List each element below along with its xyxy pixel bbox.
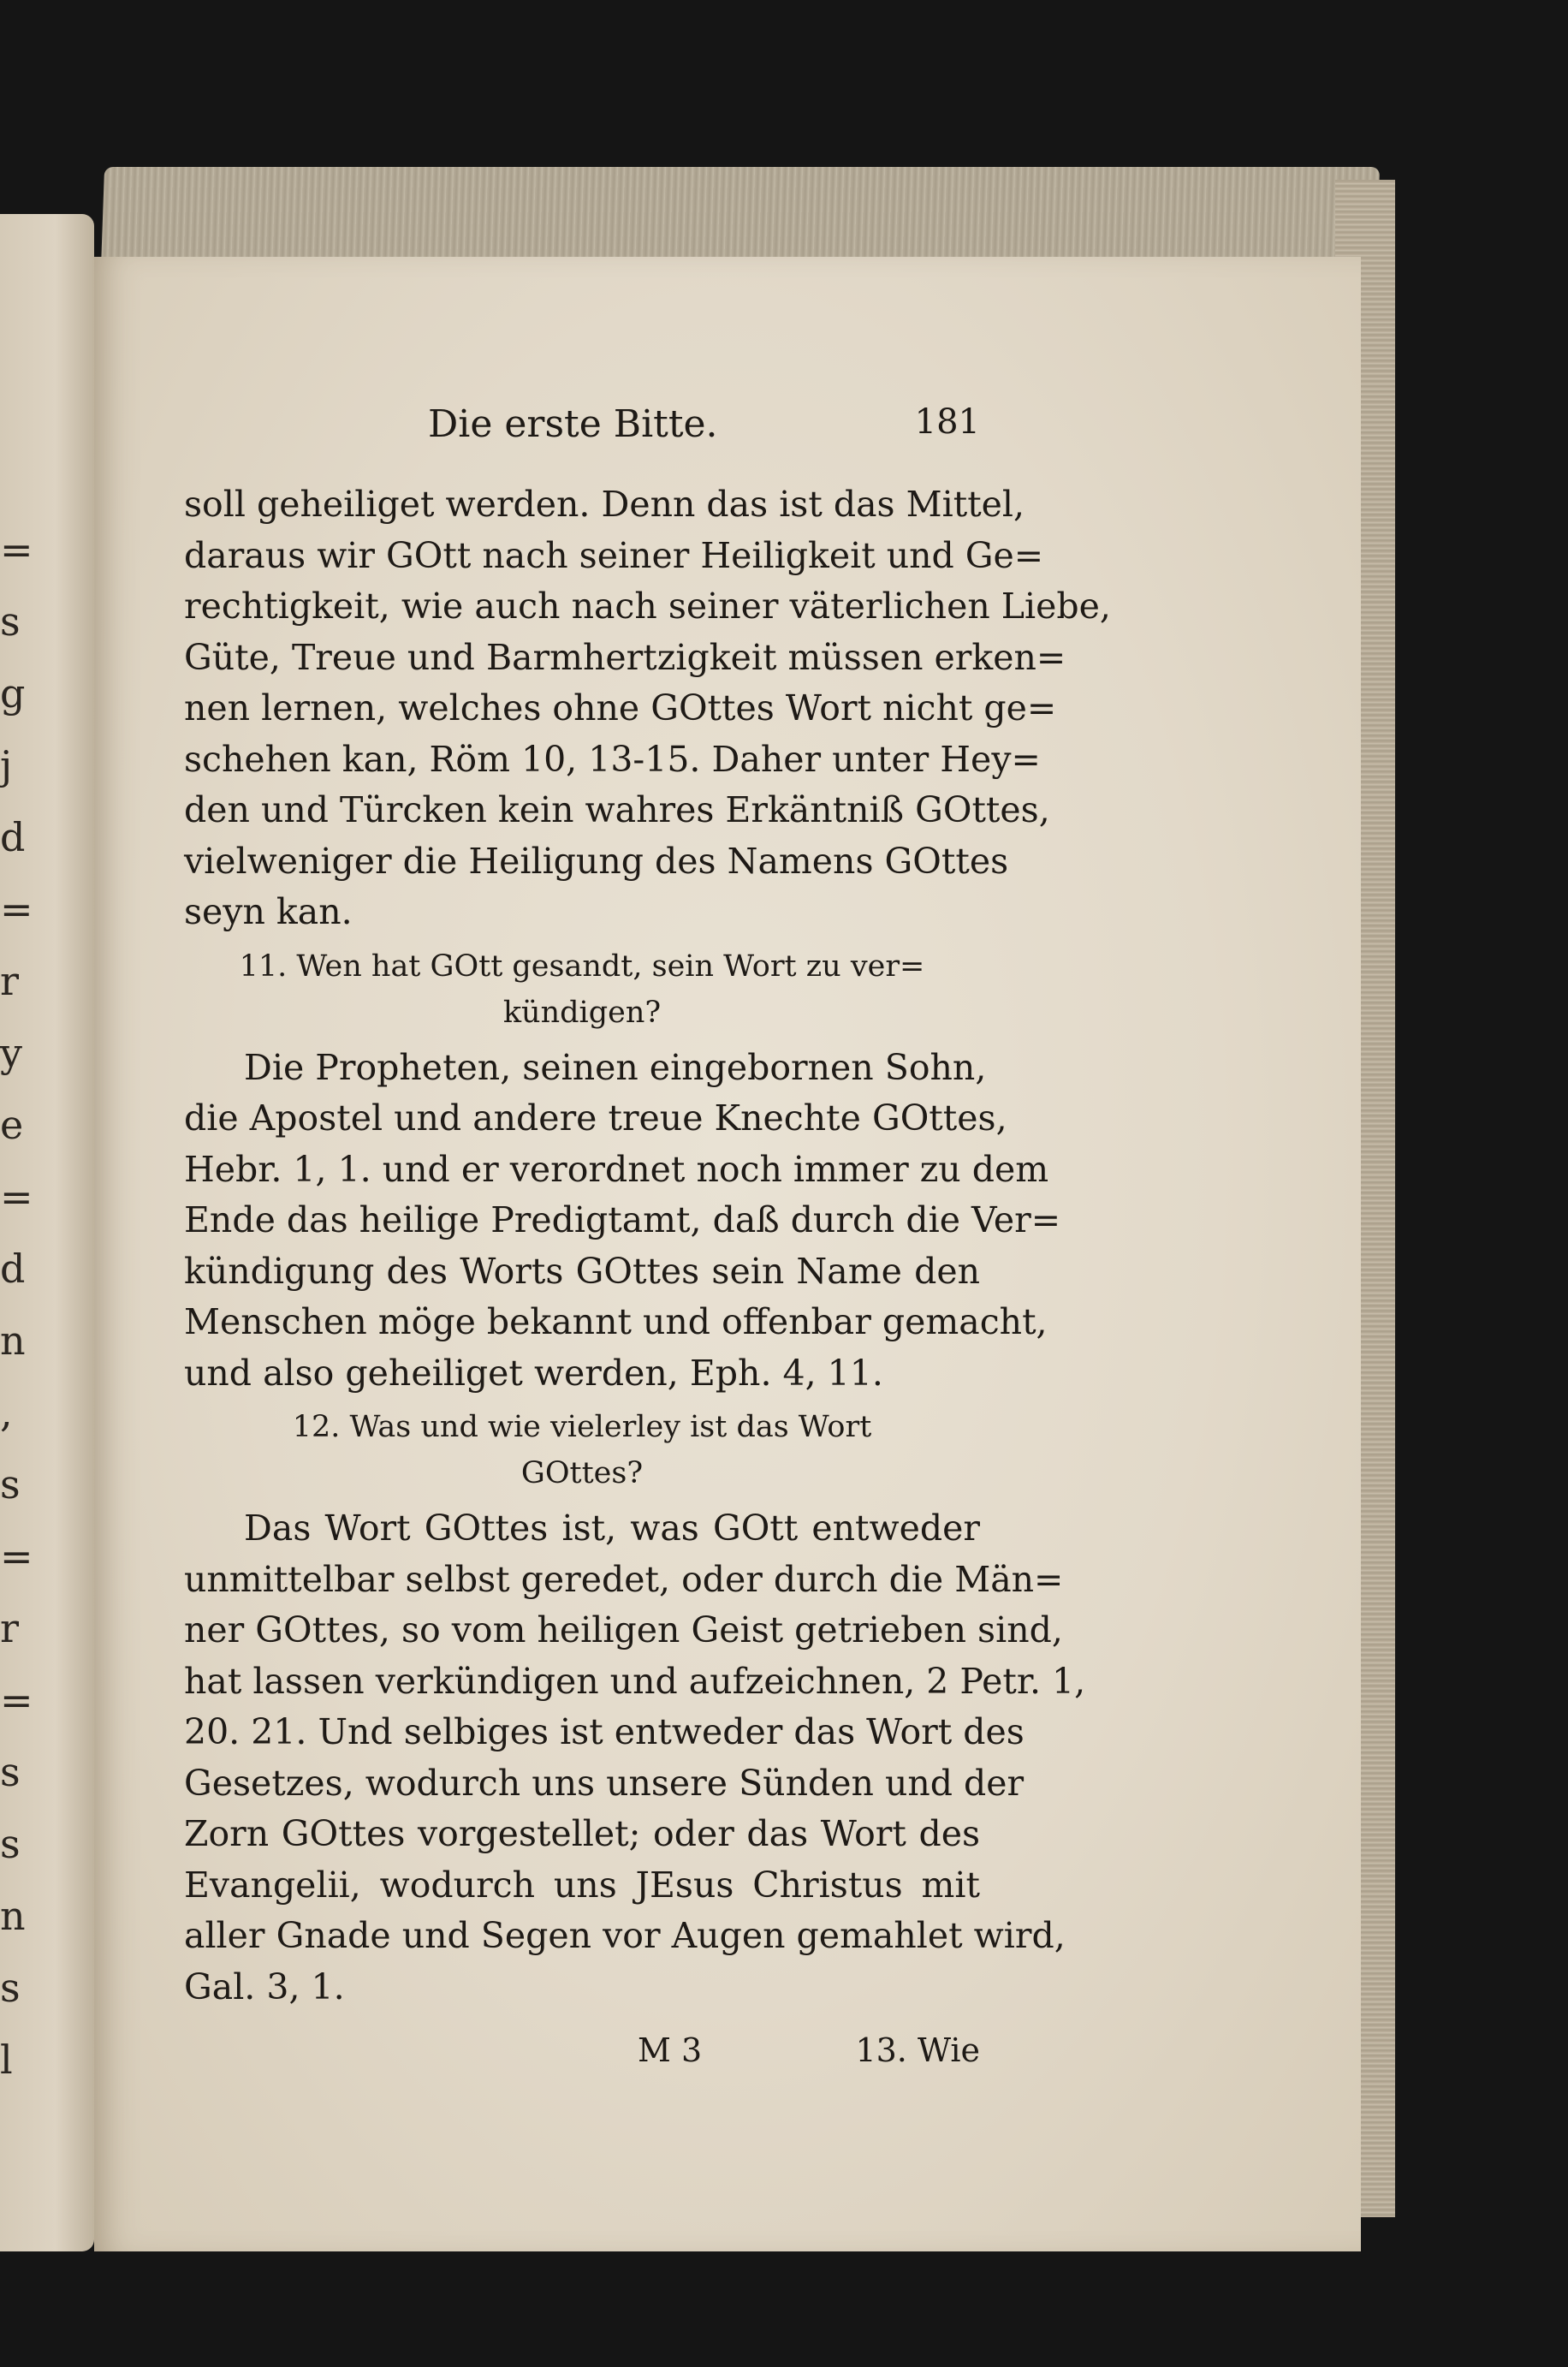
left-page-fragment-char: g (0, 670, 26, 717)
left-page-fragment-char: j (0, 742, 13, 788)
left-page-fragment-char: s (0, 1461, 21, 1508)
left-page-fragment-char: = (0, 886, 33, 932)
left-page-fragment-char: s (0, 1965, 21, 2011)
left-page-fragment-char: d (0, 1246, 26, 1292)
catchword: 13. Wie (855, 2031, 980, 2069)
left-page-fragment-char: s (0, 1749, 21, 1795)
question-11 (184, 943, 980, 1036)
left-page-fragment-char: n (0, 1893, 26, 1939)
left-page-fragment-char: r (0, 1605, 19, 1651)
left-page-fragment-char: = (0, 1174, 33, 1220)
left-page-fragment-char: e (0, 1102, 24, 1148)
text-line: unmittelbar selbst geredet, oder durch die Män= (184, 1558, 1064, 1600)
text-line: vielweniger die Heiligung des Namens GOttes (184, 840, 1009, 882)
left-page-fragment-char: = (0, 1533, 33, 1579)
text-line: die Apostel und andere treue Knechte GOttes, (184, 1097, 1007, 1139)
text-line: Ende das heilige Predigtamt, daß durch die Ver= (184, 1199, 1061, 1240)
text-line: kündigung des Worts GOttes sein Name den (184, 1250, 980, 1292)
text-line: soll geheiliget werden. Denn das ist das Mittel, (184, 484, 1025, 525)
text-line: hat lassen verkündigen und aufzeichnen, 2 Petr. 1, (184, 1660, 1086, 1702)
text-line: rechtigkeit, wie auch nach seiner väterlichen Liebe, (184, 586, 1111, 627)
left-page-fragment-char: y (0, 1030, 22, 1076)
question-line: GOttes? (520, 1456, 644, 1490)
left-page-fragment-char: d (0, 814, 26, 860)
left-page-fragment-char: s (0, 1821, 21, 1867)
text-line: Evangelii, wodurch uns JEsus Christus mit (184, 1864, 980, 1906)
left-page-fragment-char: = (0, 1677, 33, 1723)
text-line: 20. 21. Und selbiges ist entweder das Wort des (184, 1711, 1025, 1752)
left-page-fragment-char: n (0, 1317, 26, 1364)
text-line: Die Propheten, seinen eingebornen Sohn, (244, 1046, 987, 1088)
paragraph-2 (184, 1043, 1061, 1400)
running-title: Die erste Bitte. (428, 402, 718, 446)
left-page-fragment-char: = (0, 526, 33, 573)
page-footer (184, 2031, 980, 2083)
book-top-edge (101, 167, 1380, 270)
text-line: nen lernen, welches ohne GOttes Wort nicht ge= (184, 687, 1057, 729)
text-line: Güte, Treue und Barmhertzigkeit müssen erken= (184, 636, 1066, 678)
left-page-fragment-char: l (0, 2037, 13, 2083)
text-line: ner GOttes, so vom heiligen Geist getrieben sind, (184, 1609, 1063, 1650)
left-page-fragment (0, 514, 60, 2083)
text-line: und also geheiliget werden, Eph. 4, 11. (184, 1352, 883, 1394)
paragraph-3 (184, 1503, 1086, 2013)
text-line: Gesetzes, wodurch uns unsere Sünden und der (184, 1762, 1025, 1804)
question-line: kündigen? (502, 995, 662, 1030)
text-line: den und Türcken kein wahres Erkäntniß GOttes, (184, 789, 1050, 830)
left-page-fragment-char: r (0, 958, 19, 1004)
text-line: Menschen möge bekannt und offenbar gemacht, (184, 1301, 1048, 1342)
paragraph-1 (184, 479, 1111, 938)
question-line: 12. Was und wie vielerley ist das Wort (292, 1410, 872, 1444)
left-page-fragment-char: , (0, 1389, 13, 1436)
text-line: schehen kan, Röm 10, 13-15. Daher unter Hey= (184, 738, 1041, 780)
page-header (184, 402, 980, 462)
text-line: Zorn GOttes vorgestellet; oder das Wort des (184, 1813, 980, 1854)
signature-mark: M 3 (638, 2031, 703, 2069)
question-line: 11. Wen hat GOtt gesandt, sein Wort zu ver= (239, 949, 925, 984)
text-line: Gal. 3, 1. (184, 1966, 345, 2007)
question-12 (184, 1404, 980, 1496)
text-line: daraus wir GOtt nach seiner Heiligkeit und Ge= (184, 534, 1044, 576)
page-text-block (184, 402, 1111, 2083)
left-page-fragment-char: s (0, 598, 21, 645)
text-line: Hebr. 1, 1. und er verordnet noch immer zu dem (184, 1148, 1049, 1190)
text-line: seyn kan. (184, 891, 353, 932)
text-line: aller Gnade und Segen vor Augen gemahlet wird, (184, 1915, 1066, 1956)
text-line: Das Wort GOttes ist, was GOtt entweder (244, 1508, 980, 1549)
page-number: 181 (914, 402, 980, 442)
